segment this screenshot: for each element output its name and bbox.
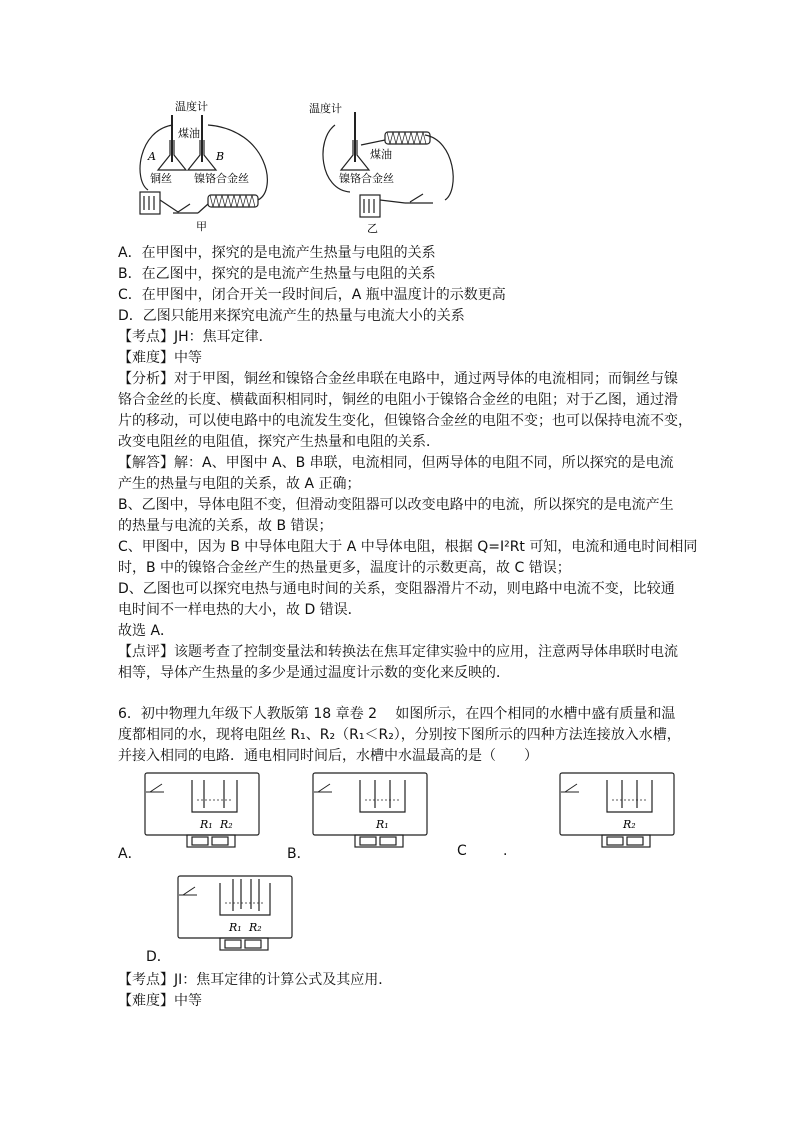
q5-kaodian: 【考点】JH：焦耳定律． [118, 329, 273, 345]
figure-yi-drawing [305, 100, 465, 235]
q6-option-d: D． [146, 949, 171, 965]
q6-circuit-c [557, 770, 677, 855]
q6-option-b: B． [287, 846, 311, 862]
q6-stem-1: 6．初中物理九年级下人教版第 18 章卷 2 如图所示，在四个相同的水槽中盛有质量和温 [118, 706, 676, 722]
jia-nichrome-label: 镍铬合金丝 [194, 172, 249, 185]
q5-option-c: C．在甲图中，闭合开关一段时间后，A 瓶中温度计的示数更高 [118, 287, 506, 303]
q5-answer-6: 时，B 中的镍铬合金丝产生的热量更多，温度计的示数更高，故 C 错误； [118, 560, 571, 576]
jia-kerosene-label: 煤油 [178, 127, 200, 140]
q5-analysis-3: 片的移动，可以使电路中的电流发生变化，但镍铬合金丝的电阻不变；也可以保持电流不变， [118, 413, 692, 429]
q6-figure-d [175, 873, 295, 958]
q6-d-r2-label: R₂ [249, 921, 262, 934]
q5-option-b: B．在乙图中，探究的是电流产生热量与电阻的关系 [118, 266, 436, 282]
q6-figure-c [557, 770, 677, 855]
q6-difficulty: 【难度】中等 [118, 993, 202, 1009]
q5-answer-2: 产生的热量与电阻的关系，故 A 正确； [118, 476, 361, 492]
q6-circuit-b [310, 770, 430, 855]
q6-a-r2-label: R₂ [220, 818, 233, 831]
q5-answer-1: 【解答】解：A、甲图中 A、B 串联，电流相同，但两导体的电阻不同，所以探究的是电流 [118, 455, 674, 471]
q6-kaodian: 【考点】JI：焦耳定律的计算公式及其应用． [118, 972, 393, 988]
q6-option-c: C [457, 843, 467, 859]
yi-thermometer-label: 温度计 [309, 102, 342, 115]
q5-choice: 故选 A． [118, 623, 175, 639]
q5-analysis-4: 改变电阻丝的电阻值，探究产生热量和电阻的关系． [118, 434, 440, 450]
q6-d-r1-label: R₁ [229, 921, 242, 934]
q5-analysis-2: 铬合金丝的长度、横截面积相同时，铜丝的电阻小于镍铬合金丝的电阻；对于乙图，通过滑 [118, 392, 678, 408]
jia-b-label: B [216, 150, 225, 163]
figure-yi [305, 100, 465, 235]
jia-caption: 甲 [196, 220, 207, 233]
q6-c-r2-label: R₂ [623, 818, 636, 831]
yi-nichrome-label: 镍铬合金丝 [339, 172, 394, 185]
jia-thermometer-label: 温度计 [175, 100, 208, 113]
q6-option-c-dot: . [503, 843, 508, 859]
yi-kerosene-label: 煤油 [370, 148, 392, 161]
q6-stem-3: 并接入相同的电路．通电相同时间后，水槽中水温最高的是（ ） [118, 748, 538, 764]
q5-answer-7: D、乙图也可以探究电热与通电时间的关系，变阻器滑片不动，则电路中电流不变，比较通 [118, 581, 675, 597]
q5-answer-4: 的热量与电流的关系，故 B 错误； [118, 518, 333, 534]
q5-answer-3: B、乙图中，导体电阻不变，但滑动变阻器可以改变电路中的电流，所以探究的是电流产生 [118, 497, 674, 513]
q6-figure-a [142, 770, 262, 855]
q5-difficulty: 【难度】中等 [118, 350, 202, 366]
q5-option-d: D．乙图只能用来探究电流产生的热量与电流大小的关系 [118, 308, 465, 324]
jia-a-label: A [148, 150, 156, 163]
q6-figure-b [310, 770, 430, 855]
q6-circuit-a [142, 770, 262, 855]
q6-b-r1-label: R₁ [376, 818, 389, 831]
figure-jia-drawing [128, 100, 278, 235]
yi-caption: 乙 [367, 222, 378, 235]
q5-answer-8: 电时间不一样电热的大小，故 D 错误． [118, 602, 362, 618]
q6-stem-2: 度都相同的水，现将电阻丝 R₁、R₂（R₁＜R₂），分别按下图所示的四种方法连接放入水槽， [118, 727, 681, 743]
q5-option-a: A．在甲图中，探究的是电流产生热量与电阻的关系 [118, 245, 436, 261]
q6-circuit-d [175, 873, 295, 958]
q5-comment-1: 【点评】该题考查了控制变量法和转换法在焦耳定律实验中的应用，注意两导体串联时电流 [118, 644, 678, 660]
q6-option-a: A． [118, 846, 142, 862]
q5-comment-2: 相等，导体产生热量的多少是通过温度计示数的变化来反映的． [118, 665, 510, 681]
figure-jia [128, 100, 278, 235]
q6-a-r1-label: R₁ [200, 818, 213, 831]
q5-answer-5: C、甲图中，因为 B 中导体电阻大于 A 中导体电阻，根据 Q=I²Rt 可知，电流和通电时间相同 [118, 539, 698, 555]
jia-copper-label: 铜丝 [150, 172, 172, 185]
q5-analysis-1: 【分析】对于甲图，铜丝和镍铬合金丝串联在电路中，通过两导体的电流相同；而铜丝与镍 [118, 371, 678, 387]
